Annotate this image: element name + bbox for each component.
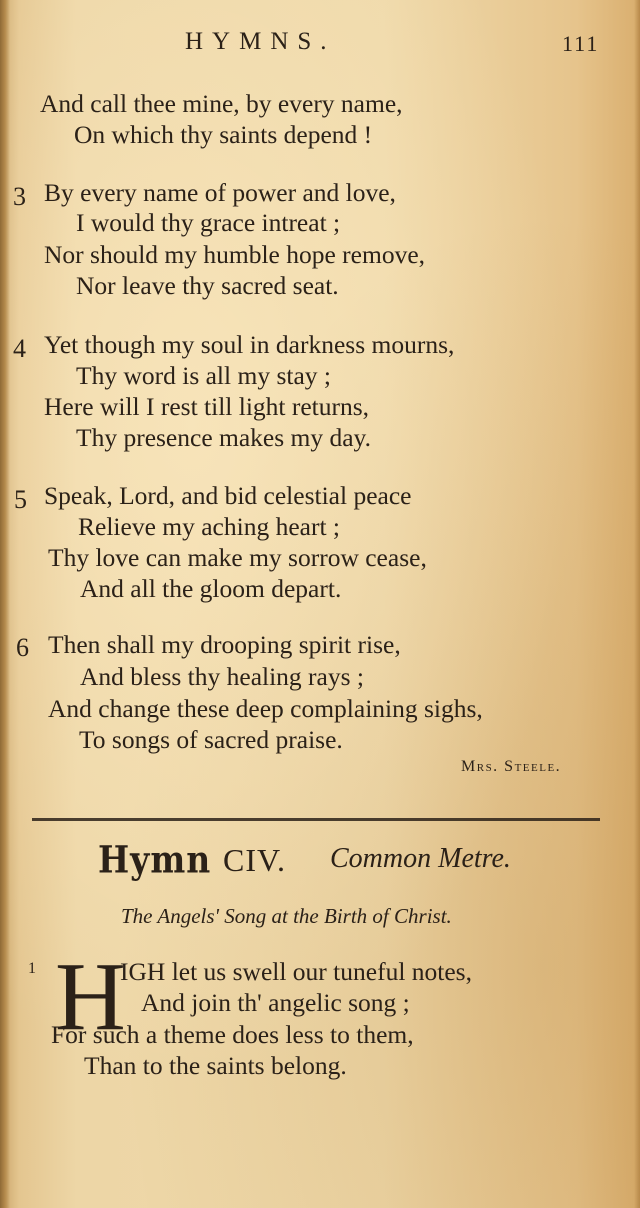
stanza-number: 6 xyxy=(16,633,29,662)
verse-line: Thy word is all my stay ; xyxy=(76,361,331,390)
verse-line: And bless thy healing rays ; xyxy=(80,662,364,691)
verse-line: Thy presence makes my day. xyxy=(76,423,372,452)
verse-line: And call thee mine, by every name, xyxy=(40,89,403,118)
verse-line: And change these deep complaining sighs, xyxy=(48,694,483,723)
verse-line: Speak, Lord, and bid celestial peace xyxy=(44,481,412,510)
stanza-number: 1 xyxy=(28,960,36,977)
verse-line: And all the gloom depart. xyxy=(80,574,342,603)
verse-line: Nor leave thy sacred seat. xyxy=(76,271,339,300)
verse-line: Nor should my humble hope remove, xyxy=(44,240,426,269)
running-title: HYMNS. xyxy=(185,28,336,55)
verse-line: On which thy saints depend ! xyxy=(74,120,373,149)
verse-line: Thy love can make my sorrow cease, xyxy=(48,543,427,572)
stanza-number: 3 xyxy=(13,182,26,211)
hymn-subtitle: The Angels' Song at the Birth of Christ. xyxy=(121,904,452,928)
verse-line: I would thy grace intreat ; xyxy=(76,208,341,237)
section-divider xyxy=(32,818,600,821)
stanza-number: 5 xyxy=(14,485,27,514)
page-number: 111 xyxy=(562,31,600,56)
stanza-number: 4 xyxy=(13,334,26,363)
verse-line: To songs of sacred praise. xyxy=(79,725,343,754)
page-gutter-shadow xyxy=(0,0,10,1208)
hymn-attribution: Mrs. Steele. xyxy=(461,758,562,775)
verse-line: Yet though my soul in darkness mourns, xyxy=(44,330,455,359)
drop-cap: H xyxy=(55,943,126,1051)
verse-line: And join th' angelic song ; xyxy=(141,988,410,1017)
verse-line: IGH let us swell our tuneful notes, xyxy=(120,957,472,986)
verse-line: Relieve my aching heart ; xyxy=(78,512,340,541)
hymn-label: Hymn xyxy=(98,838,212,882)
verse-line: Than to the saints belong. xyxy=(84,1051,347,1080)
hymn-number: CIV. xyxy=(223,842,286,878)
verse-line: By every name of power and love, xyxy=(44,178,396,207)
page-edge-shadow xyxy=(634,0,640,1208)
hymn-metre: Common Metre. xyxy=(330,843,511,874)
verse-line: Here will I rest till light returns, xyxy=(44,392,370,421)
verse-line: Then shall my drooping spirit rise, xyxy=(48,630,401,659)
verse-line: For such a theme does less to them, xyxy=(51,1020,414,1049)
